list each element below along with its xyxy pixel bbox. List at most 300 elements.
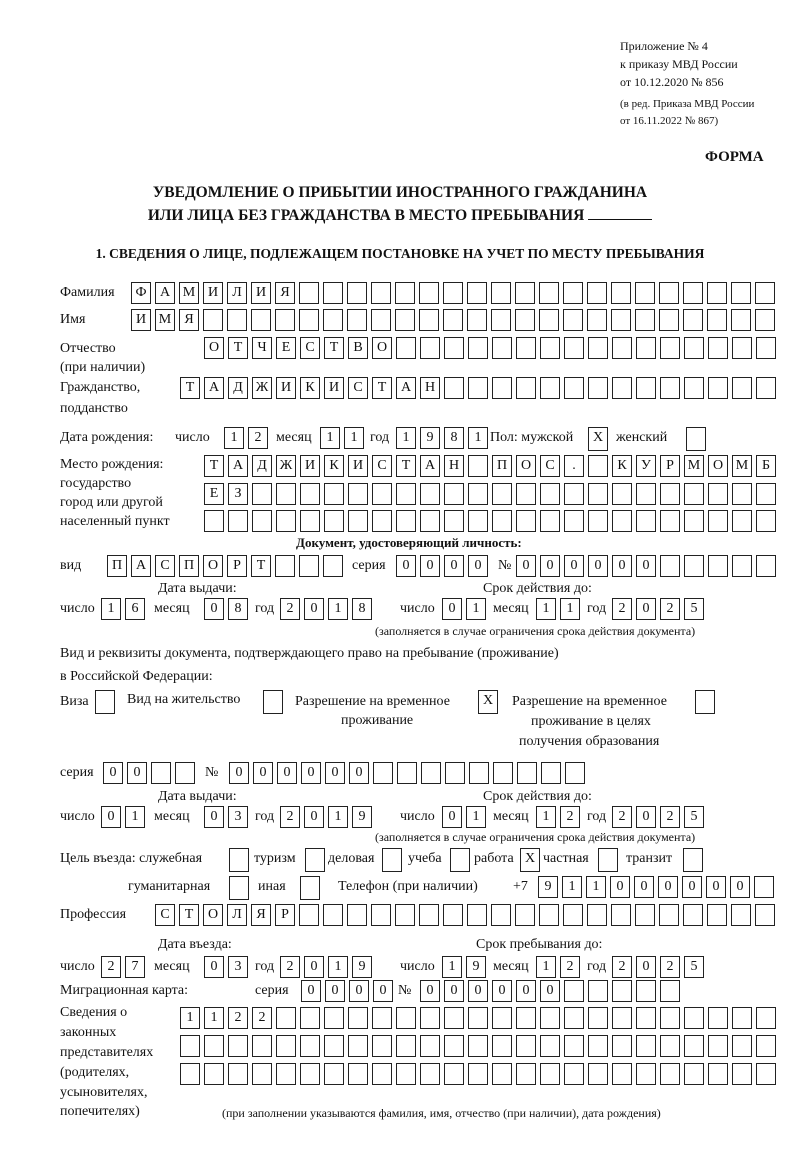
birthplace-1-char-box[interactable] xyxy=(468,455,488,477)
stay-issue-year-char-box[interactable]: 1 xyxy=(328,806,348,828)
reps-1-char-box[interactable] xyxy=(372,1007,392,1029)
mig-number-char-box[interactable]: 0 xyxy=(444,980,464,1002)
stay-issue-month-char-box[interactable]: 0 xyxy=(204,806,224,828)
profession-char-box[interactable] xyxy=(731,904,751,926)
entry-month-char-box[interactable]: 3 xyxy=(228,956,248,978)
purpose-study-checkbox[interactable] xyxy=(450,848,470,872)
reps-1-char-box[interactable]: 2 xyxy=(228,1007,248,1029)
reps-3-char-box[interactable] xyxy=(348,1063,368,1085)
purpose-humanitarian-checkbox[interactable] xyxy=(229,876,249,900)
mig-number-char-box[interactable] xyxy=(588,980,608,1002)
purpose-tourism-checkbox[interactable] xyxy=(305,848,325,872)
birthplace-3-char-box[interactable] xyxy=(612,510,632,532)
mig-number-char-box[interactable]: 0 xyxy=(492,980,512,1002)
reps-1-char-box[interactable] xyxy=(348,1007,368,1029)
stay-temp-permit-checkbox[interactable]: X xyxy=(478,690,498,714)
stay-series-char-box[interactable] xyxy=(175,762,195,784)
birthplace-1-char-box[interactable]: С xyxy=(372,455,392,477)
birthplace-2-char-box[interactable] xyxy=(324,483,344,505)
name-char-box[interactable] xyxy=(323,309,343,331)
mig-number-char-box[interactable]: 0 xyxy=(540,980,560,1002)
birthplace-2-char-box[interactable] xyxy=(276,483,296,505)
id-kind-char-box[interactable]: П xyxy=(179,555,199,577)
reps-2-char-box[interactable] xyxy=(444,1035,464,1057)
birthplace-2-char-box[interactable] xyxy=(684,483,704,505)
reps-2-char-box[interactable] xyxy=(228,1035,248,1057)
reps-2-char-box[interactable] xyxy=(660,1035,680,1057)
reps-2-char-box[interactable] xyxy=(516,1035,536,1057)
reps-1-char-box[interactable] xyxy=(444,1007,464,1029)
surname-char-box[interactable]: Л xyxy=(227,282,247,304)
birthplace-2-char-box[interactable] xyxy=(588,483,608,505)
citizenship-char-box[interactable]: Т xyxy=(372,377,392,399)
reps-3-char-box[interactable] xyxy=(588,1063,608,1085)
citizenship-char-box[interactable]: И xyxy=(324,377,344,399)
id-issue-year-char-box[interactable]: 2 xyxy=(280,598,300,620)
phone-char-box[interactable]: 1 xyxy=(586,876,606,898)
name-char-box[interactable] xyxy=(659,309,679,331)
patronymic-char-box[interactable]: Ч xyxy=(252,337,272,359)
id-valid-month-char-box[interactable]: 1 xyxy=(536,598,556,620)
reps-3-char-box[interactable] xyxy=(468,1063,488,1085)
mig-series-char-box[interactable]: 0 xyxy=(325,980,345,1002)
profession-char-box[interactable]: Л xyxy=(227,904,247,926)
profession-char-box[interactable] xyxy=(323,904,343,926)
purpose-business-checkbox[interactable] xyxy=(382,848,402,872)
id-issue-year-char-box[interactable]: 1 xyxy=(328,598,348,620)
name-char-box[interactable] xyxy=(491,309,511,331)
entry-year-char-box[interactable]: 0 xyxy=(304,956,324,978)
stay-valid-day-char-box[interactable]: 1 xyxy=(466,806,486,828)
citizenship-char-box[interactable] xyxy=(684,377,704,399)
reps-3-char-box[interactable] xyxy=(636,1063,656,1085)
phone-char-box[interactable]: 1 xyxy=(562,876,582,898)
reps-2-char-box[interactable] xyxy=(180,1035,200,1057)
stay-number-char-box[interactable] xyxy=(373,762,393,784)
birthplace-2-char-box[interactable] xyxy=(348,483,368,505)
reps-1-char-box[interactable]: 1 xyxy=(180,1007,200,1029)
citizenship-char-box[interactable] xyxy=(612,377,632,399)
stay-number-char-box[interactable]: 0 xyxy=(349,762,369,784)
birthplace-3-char-box[interactable] xyxy=(492,510,512,532)
id-number-char-box[interactable] xyxy=(756,555,776,577)
id-number-char-box[interactable]: 0 xyxy=(516,555,536,577)
reps-1-char-box[interactable] xyxy=(612,1007,632,1029)
reps-3-char-box[interactable] xyxy=(420,1063,440,1085)
birth-month-char-box[interactable]: 1 xyxy=(320,427,340,449)
surname-char-box[interactable] xyxy=(563,282,583,304)
profession-char-box[interactable] xyxy=(443,904,463,926)
surname-char-box[interactable] xyxy=(587,282,607,304)
stay-until-month-char-box[interactable]: 1 xyxy=(536,956,556,978)
birthplace-2-char-box[interactable]: Е xyxy=(204,483,224,505)
citizenship-char-box[interactable]: Ж xyxy=(252,377,272,399)
birthplace-3-char-box[interactable] xyxy=(540,510,560,532)
stay-valid-month-char-box[interactable]: 2 xyxy=(560,806,580,828)
reps-2-char-box[interactable] xyxy=(372,1035,392,1057)
name-char-box[interactable] xyxy=(755,309,775,331)
birthplace-2-char-box[interactable] xyxy=(372,483,392,505)
patronymic-char-box[interactable] xyxy=(516,337,536,359)
reps-3-char-box[interactable] xyxy=(756,1063,776,1085)
id-issue-month-char-box[interactable]: 0 xyxy=(204,598,224,620)
profession-char-box[interactable] xyxy=(563,904,583,926)
reps-1-char-box[interactable] xyxy=(492,1007,512,1029)
id-valid-month-char-box[interactable]: 1 xyxy=(560,598,580,620)
surname-char-box[interactable] xyxy=(347,282,367,304)
reps-3-char-box[interactable] xyxy=(540,1063,560,1085)
citizenship-char-box[interactable] xyxy=(564,377,584,399)
stay-series-char-box[interactable] xyxy=(151,762,171,784)
birthplace-3-char-box[interactable] xyxy=(708,510,728,532)
name-char-box[interactable] xyxy=(203,309,223,331)
stay-number-char-box[interactable] xyxy=(445,762,465,784)
birthplace-2-char-box[interactable] xyxy=(516,483,536,505)
profession-char-box[interactable] xyxy=(611,904,631,926)
id-number-char-box[interactable] xyxy=(660,555,680,577)
profession-char-box[interactable] xyxy=(347,904,367,926)
birthplace-2-char-box[interactable] xyxy=(420,483,440,505)
profession-char-box[interactable] xyxy=(395,904,415,926)
id-series-char-box[interactable]: 0 xyxy=(396,555,416,577)
stay-valid-day-char-box[interactable]: 0 xyxy=(442,806,462,828)
birthplace-2-char-box[interactable] xyxy=(444,483,464,505)
mig-number-char-box[interactable] xyxy=(636,980,656,1002)
stay-series-char-box[interactable]: 0 xyxy=(127,762,147,784)
name-char-box[interactable] xyxy=(731,309,751,331)
phone-char-box[interactable]: 0 xyxy=(610,876,630,898)
reps-1-char-box[interactable] xyxy=(540,1007,560,1029)
birthplace-3-char-box[interactable] xyxy=(300,510,320,532)
id-issue-year-char-box[interactable]: 8 xyxy=(352,598,372,620)
birthplace-1-char-box[interactable]: М xyxy=(732,455,752,477)
reps-2-char-box[interactable] xyxy=(396,1035,416,1057)
surname-char-box[interactable] xyxy=(491,282,511,304)
profession-char-box[interactable] xyxy=(515,904,535,926)
reps-2-char-box[interactable] xyxy=(564,1035,584,1057)
reps-3-char-box[interactable] xyxy=(276,1063,296,1085)
reps-2-char-box[interactable] xyxy=(756,1035,776,1057)
mig-number-char-box[interactable] xyxy=(660,980,680,1002)
reps-2-char-box[interactable] xyxy=(708,1035,728,1057)
phone-char-box[interactable]: 0 xyxy=(706,876,726,898)
surname-char-box[interactable] xyxy=(443,282,463,304)
reps-1-char-box[interactable] xyxy=(684,1007,704,1029)
phone-char-box[interactable] xyxy=(754,876,774,898)
birthplace-3-char-box[interactable] xyxy=(684,510,704,532)
stay-number-char-box[interactable] xyxy=(397,762,417,784)
citizenship-char-box[interactable] xyxy=(708,377,728,399)
reps-2-char-box[interactable] xyxy=(540,1035,560,1057)
reps-3-char-box[interactable] xyxy=(516,1063,536,1085)
birthplace-3-char-box[interactable] xyxy=(756,510,776,532)
patronymic-char-box[interactable] xyxy=(420,337,440,359)
patronymic-char-box[interactable] xyxy=(396,337,416,359)
reps-2-char-box[interactable] xyxy=(276,1035,296,1057)
name-char-box[interactable] xyxy=(539,309,559,331)
phone-char-box[interactable]: 0 xyxy=(634,876,654,898)
stay-number-char-box[interactable] xyxy=(469,762,489,784)
profession-char-box[interactable] xyxy=(707,904,727,926)
id-number-char-box[interactable]: 0 xyxy=(540,555,560,577)
profession-char-box[interactable]: С xyxy=(155,904,175,926)
patronymic-char-box[interactable]: Т xyxy=(324,337,344,359)
reps-2-char-box[interactable] xyxy=(492,1035,512,1057)
name-char-box[interactable] xyxy=(251,309,271,331)
citizenship-char-box[interactable]: Д xyxy=(228,377,248,399)
profession-char-box[interactable] xyxy=(539,904,559,926)
surname-char-box[interactable]: Я xyxy=(275,282,295,304)
reps-2-char-box[interactable] xyxy=(300,1035,320,1057)
birthplace-2-char-box[interactable] xyxy=(636,483,656,505)
birthplace-1-char-box[interactable]: И xyxy=(348,455,368,477)
purpose-transit-checkbox[interactable] xyxy=(683,848,703,872)
patronymic-char-box[interactable]: О xyxy=(204,337,224,359)
stay-number-char-box[interactable]: 0 xyxy=(277,762,297,784)
citizenship-char-box[interactable]: Н xyxy=(420,377,440,399)
profession-char-box[interactable]: Т xyxy=(179,904,199,926)
patronymic-char-box[interactable]: С xyxy=(300,337,320,359)
profession-char-box[interactable] xyxy=(755,904,775,926)
surname-char-box[interactable] xyxy=(707,282,727,304)
birthplace-3-char-box[interactable] xyxy=(348,510,368,532)
birthplace-2-char-box[interactable] xyxy=(252,483,272,505)
purpose-service-checkbox[interactable] xyxy=(229,848,249,872)
profession-char-box[interactable] xyxy=(635,904,655,926)
surname-char-box[interactable]: Ф xyxy=(131,282,151,304)
reps-3-char-box[interactable] xyxy=(396,1063,416,1085)
entry-month-char-box[interactable]: 0 xyxy=(204,956,224,978)
reps-3-char-box[interactable] xyxy=(180,1063,200,1085)
id-kind-char-box[interactable]: О xyxy=(203,555,223,577)
birthplace-2-char-box[interactable] xyxy=(564,483,584,505)
reps-1-char-box[interactable] xyxy=(276,1007,296,1029)
name-char-box[interactable] xyxy=(419,309,439,331)
name-char-box[interactable] xyxy=(371,309,391,331)
reps-1-char-box[interactable]: 1 xyxy=(204,1007,224,1029)
stay-until-year-char-box[interactable]: 5 xyxy=(684,956,704,978)
reps-1-char-box[interactable] xyxy=(756,1007,776,1029)
birth-month-char-box[interactable]: 1 xyxy=(344,427,364,449)
reps-2-char-box[interactable] xyxy=(732,1035,752,1057)
entry-year-char-box[interactable]: 9 xyxy=(352,956,372,978)
patronymic-char-box[interactable]: Е xyxy=(276,337,296,359)
birthplace-1-char-box[interactable]: . xyxy=(564,455,584,477)
reps-1-char-box[interactable] xyxy=(588,1007,608,1029)
stay-issue-day-char-box[interactable]: 0 xyxy=(101,806,121,828)
reps-3-char-box[interactable] xyxy=(300,1063,320,1085)
name-char-box[interactable]: Я xyxy=(179,309,199,331)
birthplace-1-char-box[interactable]: Б xyxy=(756,455,776,477)
citizenship-char-box[interactable] xyxy=(516,377,536,399)
patronymic-char-box[interactable] xyxy=(444,337,464,359)
name-char-box[interactable] xyxy=(227,309,247,331)
citizenship-char-box[interactable]: К xyxy=(300,377,320,399)
stay-temp-edu-checkbox[interactable] xyxy=(695,690,715,714)
stay-issue-year-char-box[interactable]: 0 xyxy=(304,806,324,828)
birthplace-3-char-box[interactable] xyxy=(468,510,488,532)
patronymic-char-box[interactable]: О xyxy=(372,337,392,359)
citizenship-char-box[interactable] xyxy=(588,377,608,399)
id-kind-char-box[interactable]: А xyxy=(131,555,151,577)
citizenship-char-box[interactable] xyxy=(732,377,752,399)
surname-char-box[interactable]: А xyxy=(155,282,175,304)
stay-issue-year-char-box[interactable]: 2 xyxy=(280,806,300,828)
citizenship-char-box[interactable] xyxy=(660,377,680,399)
id-number-char-box[interactable]: 0 xyxy=(612,555,632,577)
citizenship-char-box[interactable] xyxy=(756,377,776,399)
birthplace-3-char-box[interactable] xyxy=(660,510,680,532)
id-kind-char-box[interactable] xyxy=(299,555,319,577)
reps-1-char-box[interactable] xyxy=(468,1007,488,1029)
surname-char-box[interactable] xyxy=(323,282,343,304)
id-valid-day-char-box[interactable]: 0 xyxy=(442,598,462,620)
birthplace-1-char-box[interactable]: Д xyxy=(252,455,272,477)
reps-3-char-box[interactable] xyxy=(660,1063,680,1085)
name-char-box[interactable] xyxy=(515,309,535,331)
id-kind-char-box[interactable]: Т xyxy=(251,555,271,577)
birthplace-1-char-box[interactable]: У xyxy=(636,455,656,477)
birthplace-2-char-box[interactable] xyxy=(612,483,632,505)
patronymic-char-box[interactable] xyxy=(564,337,584,359)
profession-char-box[interactable] xyxy=(467,904,487,926)
birthplace-3-char-box[interactable] xyxy=(204,510,224,532)
surname-char-box[interactable] xyxy=(683,282,703,304)
sex-female-checkbox[interactable] xyxy=(686,427,706,451)
id-number-char-box[interactable]: 0 xyxy=(564,555,584,577)
patronymic-char-box[interactable] xyxy=(540,337,560,359)
reps-2-char-box[interactable] xyxy=(324,1035,344,1057)
reps-2-char-box[interactable] xyxy=(612,1035,632,1057)
stay-until-month-char-box[interactable]: 2 xyxy=(560,956,580,978)
reps-1-char-box[interactable] xyxy=(708,1007,728,1029)
name-char-box[interactable] xyxy=(299,309,319,331)
birthplace-3-char-box[interactable] xyxy=(732,510,752,532)
birthplace-2-char-box[interactable] xyxy=(492,483,512,505)
profession-char-box[interactable] xyxy=(371,904,391,926)
name-char-box[interactable] xyxy=(347,309,367,331)
stay-number-char-box[interactable]: 0 xyxy=(229,762,249,784)
stay-number-char-box[interactable]: 0 xyxy=(301,762,321,784)
birthplace-1-char-box[interactable]: П xyxy=(492,455,512,477)
stay-until-year-char-box[interactable]: 0 xyxy=(636,956,656,978)
reps-3-char-box[interactable] xyxy=(324,1063,344,1085)
reps-2-char-box[interactable] xyxy=(636,1035,656,1057)
birthplace-1-char-box[interactable]: Р xyxy=(660,455,680,477)
mig-number-char-box[interactable]: 0 xyxy=(468,980,488,1002)
id-kind-char-box[interactable]: Р xyxy=(227,555,247,577)
birthplace-3-char-box[interactable] xyxy=(564,510,584,532)
name-char-box[interactable] xyxy=(395,309,415,331)
patronymic-char-box[interactable] xyxy=(660,337,680,359)
reps-3-char-box[interactable] xyxy=(204,1063,224,1085)
birthplace-3-char-box[interactable] xyxy=(636,510,656,532)
name-char-box[interactable] xyxy=(635,309,655,331)
reps-3-char-box[interactable] xyxy=(708,1063,728,1085)
birthplace-1-char-box[interactable]: Т xyxy=(204,455,224,477)
name-char-box[interactable] xyxy=(563,309,583,331)
stay-number-char-box[interactable] xyxy=(541,762,561,784)
reps-1-char-box[interactable] xyxy=(636,1007,656,1029)
sex-male-checkbox[interactable]: X xyxy=(588,427,608,451)
birthplace-1-char-box[interactable]: О xyxy=(708,455,728,477)
id-kind-char-box[interactable] xyxy=(323,555,343,577)
birthplace-2-char-box[interactable] xyxy=(708,483,728,505)
mig-number-char-box[interactable]: 0 xyxy=(420,980,440,1002)
surname-char-box[interactable] xyxy=(539,282,559,304)
name-char-box[interactable] xyxy=(275,309,295,331)
reps-1-char-box[interactable] xyxy=(732,1007,752,1029)
reps-1-char-box[interactable] xyxy=(396,1007,416,1029)
citizenship-char-box[interactable]: Т xyxy=(180,377,200,399)
citizenship-char-box[interactable] xyxy=(468,377,488,399)
reps-3-char-box[interactable] xyxy=(372,1063,392,1085)
surname-char-box[interactable] xyxy=(395,282,415,304)
surname-char-box[interactable] xyxy=(467,282,487,304)
reps-3-char-box[interactable] xyxy=(444,1063,464,1085)
patronymic-char-box[interactable] xyxy=(636,337,656,359)
purpose-other-checkbox[interactable] xyxy=(300,876,320,900)
id-valid-year-char-box[interactable]: 2 xyxy=(612,598,632,620)
reps-2-char-box[interactable] xyxy=(420,1035,440,1057)
reps-1-char-box[interactable] xyxy=(516,1007,536,1029)
id-valid-year-char-box[interactable]: 0 xyxy=(636,598,656,620)
birthplace-2-char-box[interactable]: З xyxy=(228,483,248,505)
phone-char-box[interactable]: 9 xyxy=(538,876,558,898)
surname-char-box[interactable] xyxy=(635,282,655,304)
birthplace-3-char-box[interactable] xyxy=(252,510,272,532)
patronymic-char-box[interactable] xyxy=(684,337,704,359)
stay-number-char-box[interactable] xyxy=(421,762,441,784)
title-blank-line[interactable] xyxy=(588,205,652,220)
stay-valid-year-char-box[interactable]: 0 xyxy=(636,806,656,828)
citizenship-char-box[interactable]: И xyxy=(276,377,296,399)
name-char-box[interactable]: И xyxy=(131,309,151,331)
stay-until-year-char-box[interactable]: 2 xyxy=(612,956,632,978)
reps-1-char-box[interactable] xyxy=(300,1007,320,1029)
patronymic-char-box[interactable] xyxy=(612,337,632,359)
birthplace-1-char-box[interactable]: А xyxy=(420,455,440,477)
id-number-char-box[interactable] xyxy=(684,555,704,577)
entry-day-char-box[interactable]: 2 xyxy=(101,956,121,978)
stay-issue-year-char-box[interactable]: 9 xyxy=(352,806,372,828)
profession-char-box[interactable] xyxy=(587,904,607,926)
birth-year-char-box[interactable]: 1 xyxy=(396,427,416,449)
reps-2-char-box[interactable] xyxy=(588,1035,608,1057)
stay-number-char-box[interactable] xyxy=(565,762,585,784)
stay-residence-permit-checkbox[interactable] xyxy=(263,690,283,714)
birthplace-3-char-box[interactable] xyxy=(228,510,248,532)
birthplace-2-char-box[interactable] xyxy=(540,483,560,505)
patronymic-char-box[interactable] xyxy=(708,337,728,359)
birthplace-3-char-box[interactable] xyxy=(372,510,392,532)
birthplace-2-char-box[interactable] xyxy=(660,483,680,505)
patronymic-char-box[interactable]: Т xyxy=(228,337,248,359)
patronymic-char-box[interactable]: В xyxy=(348,337,368,359)
patronymic-char-box[interactable] xyxy=(756,337,776,359)
id-number-char-box[interactable]: 0 xyxy=(636,555,656,577)
entry-year-char-box[interactable]: 2 xyxy=(280,956,300,978)
profession-char-box[interactable] xyxy=(659,904,679,926)
birthplace-2-char-box[interactable] xyxy=(732,483,752,505)
surname-char-box[interactable] xyxy=(299,282,319,304)
profession-char-box[interactable]: Р xyxy=(275,904,295,926)
citizenship-char-box[interactable] xyxy=(444,377,464,399)
birthplace-3-char-box[interactable] xyxy=(396,510,416,532)
name-char-box[interactable] xyxy=(587,309,607,331)
stay-number-char-box[interactable] xyxy=(517,762,537,784)
reps-3-char-box[interactable] xyxy=(612,1063,632,1085)
